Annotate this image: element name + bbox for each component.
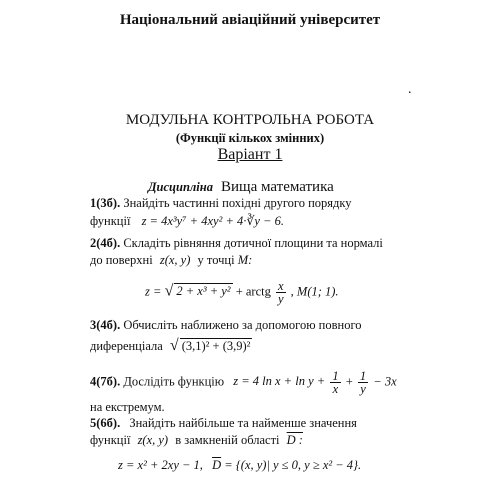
task-4-plus: + [345,374,353,389]
task-2-frac-den: y [277,292,284,306]
exam-subtitle: (Функції кількох змінних) [175,131,325,145]
task-2-line1 [90,236,383,251]
task-5-number: 5(6б). [90,416,121,430]
task-2-point: , M(1; 1). [290,284,339,299]
task-5-formula-set: = {(x, y)| y ≤ 0, y ≥ x² − 4}. [224,458,362,472]
task-2-number: 2(4б). [90,236,121,250]
task-2-fraction [276,280,286,305]
task-2-zxy: z(x, y) [159,253,191,267]
task-4-frac1-num: 1 [332,369,339,383]
task-2-point-word: у точці [197,253,235,267]
task-3-line2 [90,338,252,354]
task-4-frac2-den: y [360,382,366,396]
task-4-fraction-2 [358,370,368,395]
task-2-formula-left: z = [145,284,162,299]
task-2-arctg: + arctg [235,284,271,299]
task-5-formula-dbar: $\overline{D}$ [212,458,222,472]
variant-label [0,146,500,164]
task-3-line1 [90,318,362,333]
task-5-region-word: в замкненій області [175,433,280,447]
task-2-frac-num: x [277,279,284,293]
task-4-line2: на екстремум. [90,400,165,414]
task-5-line1 [90,416,357,431]
task-2-point-m: M: [237,253,253,267]
task-1-line1 [90,196,352,211]
stray-dot: . [408,82,412,97]
task-2-text: Складіть рівняння дотичної площини та нормалі [123,236,383,250]
task-3-diff-word: диференціала [90,339,163,353]
task-2-surface-word: до поверхні [90,253,153,267]
task-2-radicand: 2 + x³ + y² [176,284,231,299]
variant-text: Варіант 1 [217,146,283,163]
task-5-text: Знайдіть найбільше та найменше значення [129,416,357,430]
discipline-value: Вища математика [220,179,334,195]
task-5-line2 [90,433,303,448]
university-name: Національний авіаційний університет [119,12,381,28]
task-3-text: Обчисліть наближено за допомогою повного [123,318,362,332]
task-5-func-word: функції [90,433,131,447]
sqrt-icon: √ [169,337,179,354]
task-1-func-word: функції [90,214,131,228]
task-3-radicand: (3,1)² + (3,9)² [181,339,251,353]
task-1-line2 [90,214,284,229]
task-2-line2 [90,253,252,268]
task-4-fraction-1 [330,370,340,395]
task-5-zxy: z(x, y) [137,433,169,447]
exam-title: МОДУЛЬНА КОНТРОЛЬНА РОБОТА [125,112,375,128]
task-5-formula-a: z = x² + 2xy − 1, [118,458,203,472]
task-1-formula: z = 4x³y⁷ + 4xy² + 4·∛y − 6. [141,214,284,228]
task-5-region-d: D : [286,433,303,447]
task-4-line1 [90,370,397,395]
task-2-formula [145,280,339,305]
task-4-frac2-num: 1 [359,369,367,383]
task-3-number: 3(4б). [90,318,121,332]
task-4-text: Дослідіть функцію [123,374,225,389]
task-4-number: 4(7б). [90,374,121,389]
task-4-frac1-den: x [332,382,339,396]
task-1-number: 1(3б). [90,196,121,210]
discipline-line [148,178,334,196]
task-4-formula-b: − 3x [373,374,397,389]
task-4-formula-a: z = 4 ln x + ln y + [233,374,326,389]
sqrt-icon: √ [164,282,174,300]
task-1-text: Знайдіть частинні похідні другого порядку [123,196,352,210]
discipline-label: Дисципліна [148,180,213,194]
task-5-formula [118,458,361,473]
